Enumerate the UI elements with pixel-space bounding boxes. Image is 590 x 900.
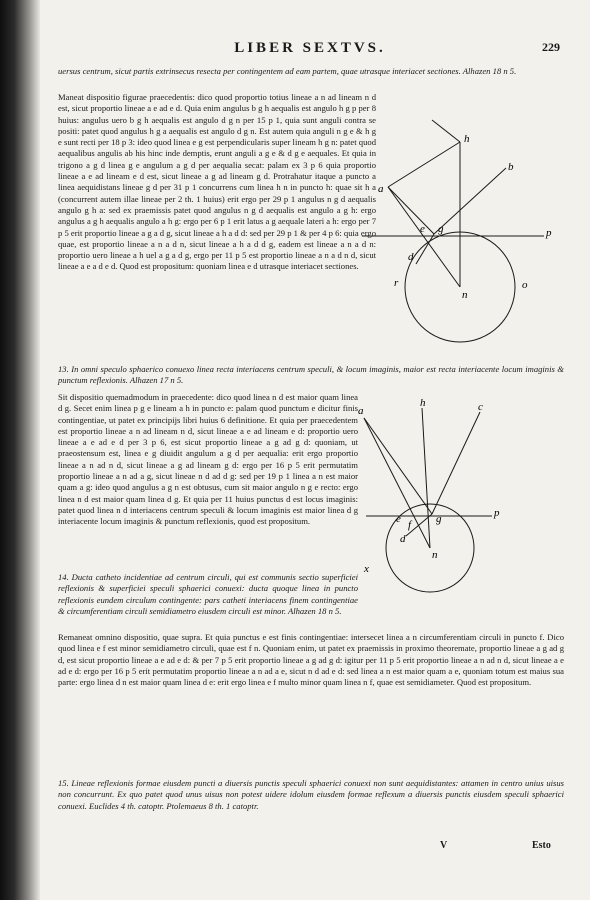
label-b: b xyxy=(508,161,514,173)
incident-ray xyxy=(364,418,432,514)
label-p: p xyxy=(546,227,552,239)
label-g: g xyxy=(436,513,442,525)
proof-13: Sit dispositio quemadmodum in praecedente: dico quod linea n d est maior quam linea d g. Secet enim linea p g e lineam a h in puncto e: palam quod punctum e dicitur finis contingentiae, ut patet ex principijs libri huius 6 definitione. Et quia per praecedentem est proportio lineae a n ad lineam n d, sicut lineae a e ad lineam e d: proportio uero lineae a e ad e d per 3 p 6, est sicut proportio lineae a g ad g d: quoniam, ut praeostensum est, linea e g diuidit angulum a g d per aequalia: erit ergo proportio lineae a n ad n d, sicut lineae a g ad lineam g d: ergo per 16 p 5 erit permutatim proportio lineae a n ad a g, sicut lineae n d ad d g: sed per 19 p 1 linea a n est maior quam a g: ideo quod angulus a g n est obtusus, cum sit maior angulo n g e recto: ergo linea n d est maior quam linea d g. Et quia per 11 huius punctus d est locus imaginis: patet quod linea n d interiacens centrum speculi & locum imaginis est maior linea d g interiacente locum imaginis & punctum reflexionis, quod est propositum. xyxy=(58,392,358,527)
catchword: Esto xyxy=(532,840,551,851)
label-h: h xyxy=(464,133,470,145)
incidence-cathetus xyxy=(388,187,460,287)
geometric-figure-1 xyxy=(362,112,572,352)
label-o: o xyxy=(522,279,528,291)
reflected-ray xyxy=(432,412,480,514)
reflected-ray xyxy=(434,168,506,234)
label-e: e xyxy=(396,513,401,525)
incidence-cathetus xyxy=(364,418,430,548)
label-p: p xyxy=(494,507,500,519)
proposition-14: 14. Ducta catheto incidentiae ad centrum circuli, qui est communis sectio superficiei reflexionis & superficiei speculi sphaerici conuexi: ducta quoque linea in puncto reflexionis eundem circulum contingente: pars catheti interiacens finem contingentiae & circumferentiam circuli semidiametro eiusdem circuli est minor. Alhazen 18 n 5. xyxy=(58,572,358,616)
label-x: x xyxy=(364,563,369,575)
label-n: n xyxy=(462,289,468,301)
normal-line xyxy=(422,408,430,548)
proposition-15: 15. Lineae reflexionis formae eiusdem puncti a diuersis punctis speculi sphaerici conuexi non sunt aequidistantes: attamen in centro unius uisus non concurrunt. Ex quo patet quod unus uisus non potest uidere idolum eiusdem formae reflexum a diuersis punctis eiusdem speculi sphaerici conuexi. Euclides 4 th. catoptr. Ptolemaeus 8 th. 1 catoptr. xyxy=(58,778,564,811)
proposition-13: 13. In omni speculo sphaerico conuexo linea recta interiacens centrum speculi, & locum imaginis, maior est recta interiacente locum imaginis & punctum reflexionis. Alhazen 17 n 5. xyxy=(58,364,564,386)
page-header xyxy=(60,40,560,60)
label-r: r xyxy=(394,277,399,289)
proposition-12-tail: uersus centrum, sicut partis extrinsecus resecta per contingentem ad eam partem, quae utrasque interiacet sectiones. Alhazen 18 n 5. xyxy=(58,66,517,76)
geometric-figure-2 xyxy=(356,396,566,596)
label-n: n xyxy=(432,549,438,561)
label-f: f xyxy=(408,519,412,531)
label-g: g xyxy=(438,223,444,235)
label-c: c xyxy=(478,401,483,413)
label-d: d xyxy=(400,533,406,545)
incident-ray xyxy=(388,187,434,234)
label-h: h xyxy=(420,397,426,409)
label-d: d xyxy=(408,251,414,263)
label-a: a xyxy=(358,405,364,417)
signature-mark: V xyxy=(440,840,448,851)
folio-number: 229 xyxy=(542,40,560,54)
binding-gutter xyxy=(0,0,40,900)
proof-14: Remaneat omnino dispositio, quae supra. Et quia punctus e est finis contingentiae: intersecet linea a n circumferentiam circuli in puncto f. Dico quod linea e f est minor semidiametro circuli, quae est f n. Quoniam enim, ut patet ex praemissis in proximo theoremate, proportio lineae a g ad g d, est sicut proportio lineae a e ad e d: & per 7 p 5 erit proportio lineae a g ad g d: igitur per 11 p 5 erit proportio lineae a n ad n d, sicut lineae a e ad e d: ergo per 16 p 5 erit permutatim proportio lineae a n ad a e, sicut n d ad e d: sed linea a n est maior quam a e, quoniam totum est maius sua parte: ergo linea d n est maior quam linea d e: erit ergo linea e f multo minor quam linea n f, quae est semidiameter. Quod est propositum. xyxy=(58,632,564,688)
label-e: e xyxy=(420,223,425,235)
proof-12: Maneat dispositio figurae praecedentis: dico quod proportio totius lineae a n ad lineam n d est, sicut proportio lineae a e ad e d. Quia enim angulus b g h aequalis est angulo h g p per 8 huius: angulus uero b g h aequalis est angulo d g n per 15 p 1, quia sunt anguli contra se positi: patet quod angulus h g a aequalis est angulo d g n. Est autem quia anguli n g e & h g e sunt recti per 18 p 3: ideo quod linea e g est perpendicularis super lineam h g n: patet quod aequalibus angulis ab his hinc inde demptis, erunt anguli a g e & d g e aequales. Et quia in trigono a g d linea g e angulum a g d per aequalia secat: palam ex 3 p 6 quia proportio lineae a e ad lineam e d est, sicut lineae a g ad lineam g d. Protrahatur itaque a puncto a linea aequidistans lineae g d per 31 p 1 concurrens cum linea h n in puncto h: quae sit h a (concurrent autem illae lineae per 2 th. 1 huius) erit ergo per 29 p 1 angulus n g d aequalis angulo g h a: sed ex praemissis patet quod angulus n g d aequalis est angulo a g h: ergo angulus a g h aequalis angulo a h g: ergo per 6 p 1 erit latus a g aequale lateri a h: ergo per 7 p 5 erit proportio lineae a g a d g, sicut lineae a h a d d: sed per 29 p 1 & per 4 p 6: quia ergo quae, est proportio lineae a n a d n, sicut lineae a h a d d g, eadem est lineae a n a d n: proportio uero lineae a h uel a g a d g, ergo per 11 p 5 est proportio lineae a n a d n d, sicut lineae a e a d e d. Quod est propositum: quoniam linea e d utrasque interiacet sectiones. xyxy=(58,92,376,272)
running-title: LIBER SEXTVS. xyxy=(234,40,386,56)
label-a: a xyxy=(378,183,384,195)
